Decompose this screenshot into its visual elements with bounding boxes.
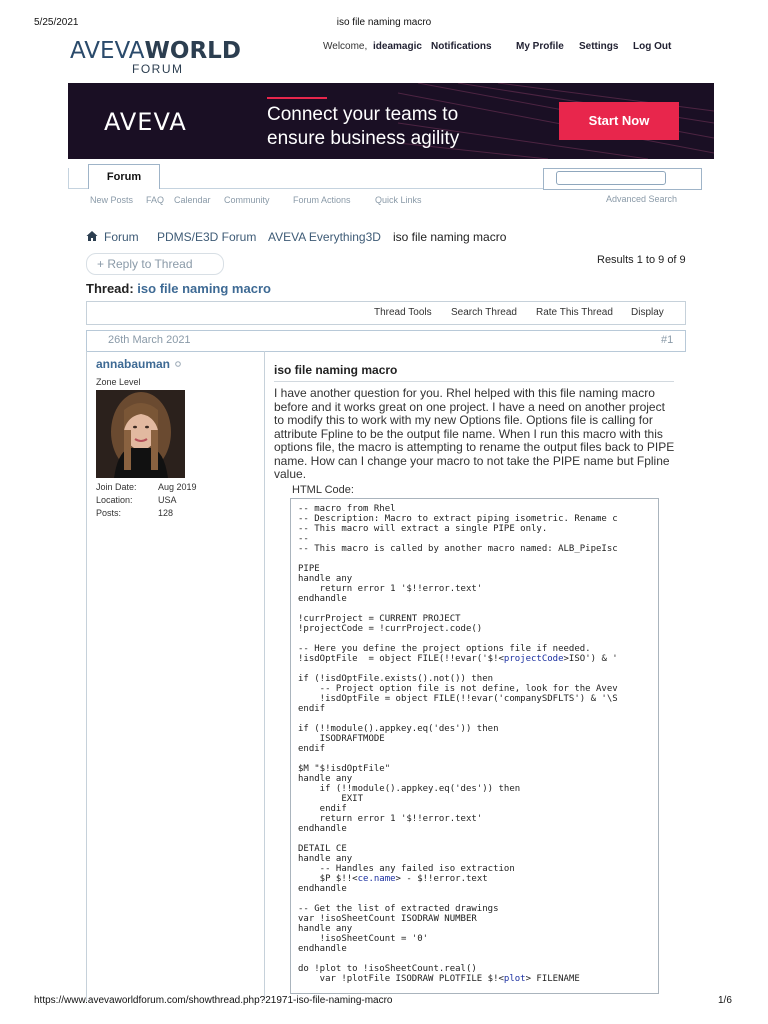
display-menu[interactable]: Display bbox=[631, 307, 664, 318]
location-value: USA bbox=[158, 495, 177, 505]
banner-logo: AVEVA bbox=[104, 108, 187, 136]
search-input[interactable] bbox=[556, 171, 666, 185]
print-date: 5/25/2021 bbox=[34, 17, 79, 28]
logo-right: WORLD bbox=[144, 38, 241, 64]
reply-to-thread-button[interactable]: + Reply to Thread bbox=[86, 253, 224, 275]
results-count: Results 1 to 9 of 9 bbox=[597, 254, 686, 266]
thread-tools-menu[interactable]: Thread Tools bbox=[374, 307, 432, 318]
location-label: Location: bbox=[96, 495, 133, 505]
avatar[interactable] bbox=[96, 390, 185, 478]
post-author-link[interactable]: annabauman bbox=[96, 357, 171, 371]
post-title-rule bbox=[274, 381, 674, 382]
home-icon[interactable] bbox=[86, 230, 98, 242]
user-rank: Zone Level bbox=[96, 377, 141, 387]
nav-left-edge bbox=[68, 168, 69, 189]
posts-label: Posts: bbox=[96, 508, 122, 518]
post-number-link[interactable]: #1 bbox=[661, 334, 674, 346]
breadcrumb bbox=[86, 230, 98, 244]
thread-prefix: Thread: bbox=[86, 281, 134, 296]
breadcrumb-current: iso file naming macro bbox=[393, 230, 507, 244]
print-url: https://www.avevaworldforum.com/showthread.php?21971-iso-file-naming-macro bbox=[34, 995, 393, 1006]
breadcrumb-forum[interactable]: Forum bbox=[104, 230, 139, 244]
breadcrumb-pdms-e3d[interactable]: PDMS/E3D Forum bbox=[157, 230, 257, 244]
thread-title[interactable]: iso file naming macro bbox=[137, 281, 271, 296]
settings-link[interactable]: Settings bbox=[579, 41, 619, 52]
logo-sub: FORUM bbox=[132, 62, 184, 76]
print-title: iso file naming macro bbox=[336, 17, 432, 28]
banner-headline-2: ensure business agility bbox=[267, 128, 460, 149]
search-thread-menu[interactable]: Search Thread bbox=[451, 307, 517, 318]
post-left-border bbox=[86, 351, 87, 1001]
post-title: iso file naming macro bbox=[274, 363, 398, 377]
breadcrumb-aveva-e3d[interactable]: AVEVA Everything3D bbox=[268, 230, 381, 244]
banner-accent-line bbox=[267, 97, 327, 99]
nav-new-posts[interactable]: New Posts bbox=[90, 195, 134, 205]
rate-thread-menu[interactable]: Rate This Thread bbox=[536, 307, 613, 318]
nav-faq[interactable]: FAQ bbox=[146, 195, 165, 205]
start-now-button[interactable]: Start Now bbox=[559, 102, 679, 140]
post-date: 26th March 2021 bbox=[108, 334, 191, 346]
search-button[interactable] bbox=[679, 168, 702, 190]
avatar-portrait bbox=[96, 390, 185, 478]
ad-banner[interactable] bbox=[68, 83, 714, 159]
thread-heading bbox=[86, 281, 271, 296]
tab-forum[interactable]: Forum bbox=[88, 164, 160, 189]
nav-calendar[interactable]: Calendar bbox=[174, 195, 211, 205]
join-date-label: Join Date: bbox=[96, 482, 137, 492]
post-body: I have another question for you. Rhel helped with this file naming macro before and it works great on one project. I have a need on another project to modify this to work with my new Options file. Options file is calling for attribute Fpline to be the output file name. When I run this macro with this options file, the macro is attempting to rename the output files back to PIPE name. How can I change your macro to not take the PIPE name but Fpline value. bbox=[274, 386, 675, 481]
nav-quick-links[interactable]: Quick Links bbox=[375, 195, 422, 205]
post-column-divider bbox=[264, 351, 265, 1001]
code-label: HTML Code: bbox=[292, 484, 354, 496]
log-out-link[interactable]: Log Out bbox=[633, 41, 672, 52]
nav-community[interactable]: Community bbox=[224, 195, 270, 205]
advanced-search-link[interactable]: Advanced Search bbox=[606, 194, 678, 204]
print-page-number: 1/6 bbox=[718, 995, 732, 1006]
join-date-value: Aug 2019 bbox=[158, 482, 197, 492]
banner-headline-1: Connect your teams to bbox=[267, 104, 459, 125]
my-profile-link[interactable]: My Profile bbox=[516, 41, 564, 52]
offline-status-icon bbox=[175, 361, 181, 367]
username-link[interactable]: ideamagic bbox=[373, 41, 422, 52]
code-block[interactable] bbox=[290, 498, 659, 994]
logo-left: AVEVA bbox=[70, 38, 145, 64]
search-container bbox=[543, 168, 681, 190]
code-content: -- macro from Rhel -- Description: Macro to extract piping isometric. Rename c -- This macro will extract a single PIPE only. -- -- This macro is called by another macro named: ALB_PipeIsc PIPE handle any return error 1 '$!!error.text' endhandle !currProject = CURRENT PROJECT !projectCode = !currProject.code() -- Here you define the project options file if needed. !isdOptFile = object FILE(!!evar('$!<projectCode>ISO') & ' if (!isdOptFile.exists().not()) then -- Project option file is not define, look for the Avev !isdOptFile = object FILE(!!evar('companySDFLTS') & '\S endif if (!!module().appkey.eq('des')) then ISODRAFTMODE endif $M "$!isdOptFile" handle any if (!!module().appkey.eq('des')) then EXIT endif return error 1 '$!!error.text' endhandle DETAIL CE handle any -- Handles any failed iso extraction $P $!!<ce.name> - $!!error.text endhandle -- Get the list of extracted drawings var !isoSheetCount ISODRAW NUMBER handle any !isoSheetCount = '0' endhandle do !plot to !isoSheetCount.real() var !plotFile ISODRAW PLOTFILE $!<plot> FILENAME bbox=[298, 504, 618, 984]
logo-wordmark bbox=[70, 38, 241, 64]
welcome-text: Welcome, bbox=[323, 41, 368, 52]
posts-count: 128 bbox=[158, 508, 174, 518]
site-logo[interactable] bbox=[70, 38, 241, 76]
nav-forum-actions[interactable]: Forum Actions bbox=[293, 195, 351, 205]
notifications-link[interactable]: Notifications bbox=[431, 41, 492, 52]
